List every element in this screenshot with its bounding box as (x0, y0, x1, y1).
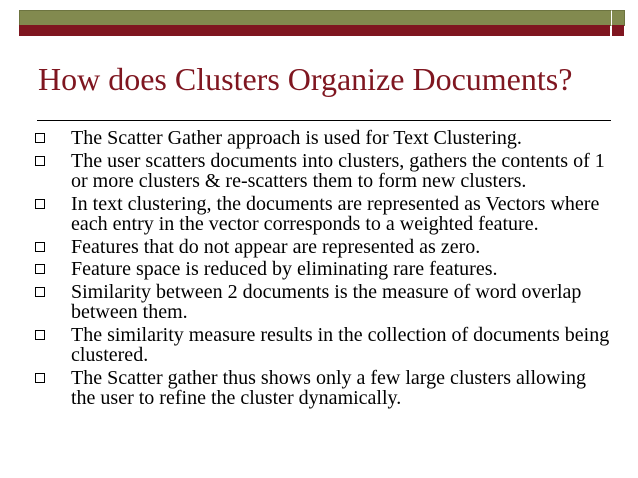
bullet-text: The Scatter gather thus shows only a few large clusters allowing the user to refine the cluster dynamically. (71, 366, 587, 409)
hollow-square-bullet-icon (35, 156, 45, 166)
bullet-item (30, 151, 615, 192)
hollow-square-bullet-icon (35, 287, 45, 297)
bullet-item (30, 128, 615, 149)
bullet-text: Feature space is reduced by eliminating rare features. (71, 258, 498, 280)
bullet-text: The Scatter Gather approach is used for Text Clustering. (71, 127, 522, 149)
header-maroon-bar (19, 25, 610, 36)
bullet-text: Features that do not appear are represented as zero. (71, 235, 481, 258)
bullet-item (30, 259, 615, 280)
slide-title: How does Clusters Organize Documents? (38, 61, 573, 97)
hollow-square-bullet-icon (35, 199, 45, 209)
hollow-square-bullet-icon (35, 373, 45, 383)
bullet-item (30, 368, 615, 409)
hollow-square-bullet-icon (35, 330, 45, 340)
header-olive-bar (19, 10, 612, 26)
header-maroon-bar-end (612, 25, 624, 36)
hollow-square-bullet-icon (35, 264, 45, 274)
bullet-list (30, 128, 615, 411)
bullet-text: In text clustering, the documents are represented as Vectors where each entry in the vector corresponds to a weighted feature. (71, 192, 600, 235)
bullet-item (30, 237, 615, 258)
hollow-square-bullet-icon (35, 242, 45, 252)
bullet-text: Similarity between 2 documents is the measure of word overlap between them. (71, 280, 582, 323)
bullet-text: The similarity measure results in the collection of documents being clustered. (71, 323, 610, 366)
title-divider (37, 120, 611, 121)
hollow-square-bullet-icon (35, 133, 45, 143)
header-olive-bar-end (611, 10, 625, 26)
bullet-item (30, 194, 615, 235)
bullet-text: The user scatters documents into clusters, gathers the contents of 1 or more clusters & re-scatters them to form new clusters. (71, 149, 605, 192)
bullet-item (30, 325, 615, 366)
bullet-item (30, 282, 615, 323)
